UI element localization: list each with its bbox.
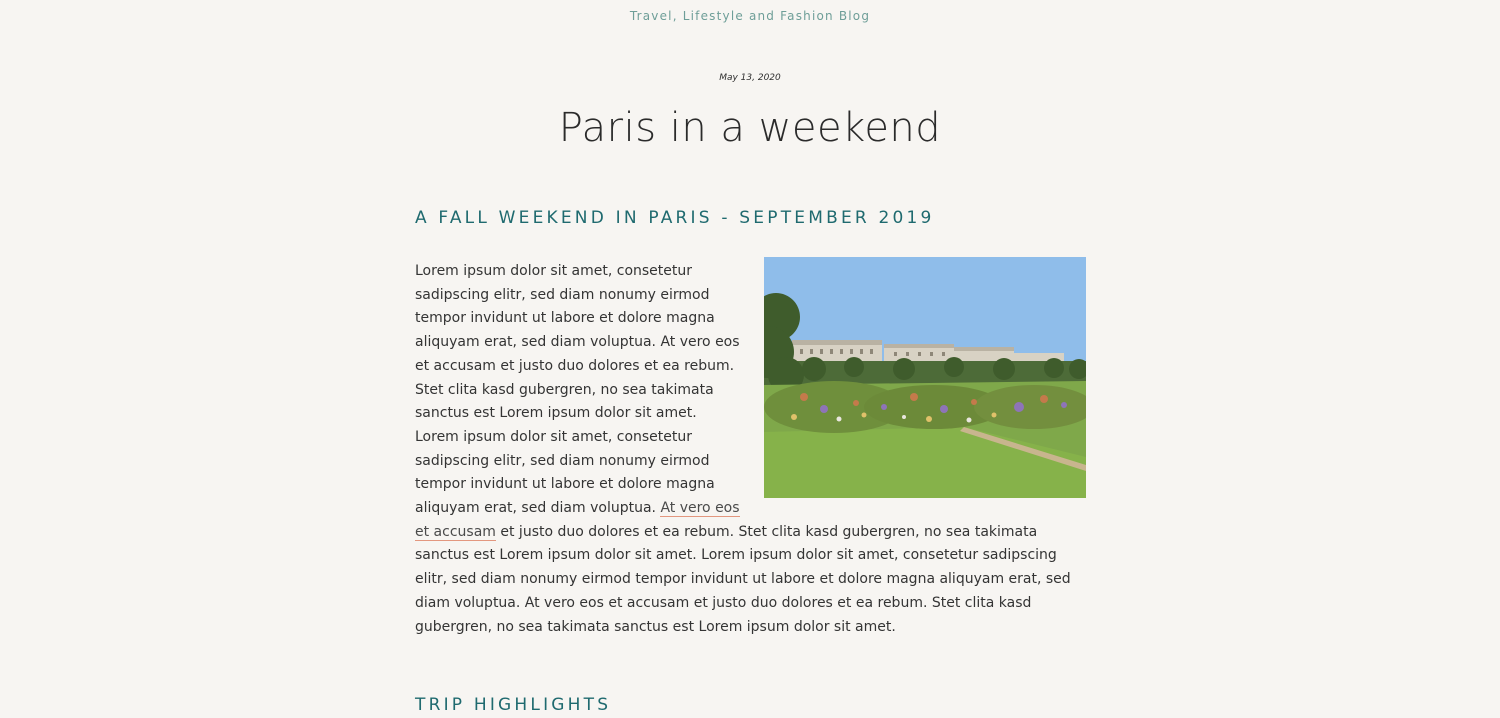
paragraph-text-part2: et justo duo dolores et ea rebum. Stet clita kasd gubergren, no sea takimata sanctus est Lorem ipsum dolor sit amet. Lorem ipsum dolor sit amet, consetetur sadipscing elitr, sed diam nonumy eirmod tempor invidunt ut labore et dolore magna aliquyam erat, sed diam voluptua. At vero eos et accusam et justo duo dolores et ea rebum. Stet clita kasd gubergren, no sea takimata sanctus est Lorem ipsum dolor sit amet. <box>415 523 1071 635</box>
inline-link[interactable]: At vero eos et accusam <box>415 500 740 540</box>
post-title: Paris in a weekend <box>558 105 942 151</box>
paragraph-text-part1: Lorem ipsum dolor sit amet, consetetur sadipscing elitr, sed diam nonumy eirmod tempor invidunt ut labore et dolore magna aliquyam erat, sed diam voluptua. At vero eos et accusam et justo duo dolores et ea rebum. Stet clita kasd gubergren, no sea takimata sanctus est Lorem ipsum dolor sit amet. Lorem ipsum dolor sit amet, consetetur sadipscing elitr, sed diam nonumy eirmod tempor invidunt ut labore et dolore magna aliquyam erat, sed diam voluptua. <box>415 263 740 517</box>
post-date: May 13, 2020 <box>719 73 781 83</box>
article-body <box>415 205 1086 639</box>
section-heading: A FALL WEEKEND IN PARIS - SEPTEMBER 2019 <box>415 208 935 228</box>
site-tagline[interactable]: Travel, Lifestyle and Fashion Blog <box>629 9 871 23</box>
next-section-heading: TRIP HIGHLIGHTS <box>415 695 612 715</box>
post-image <box>764 257 1086 498</box>
garden-photo <box>764 257 1086 498</box>
